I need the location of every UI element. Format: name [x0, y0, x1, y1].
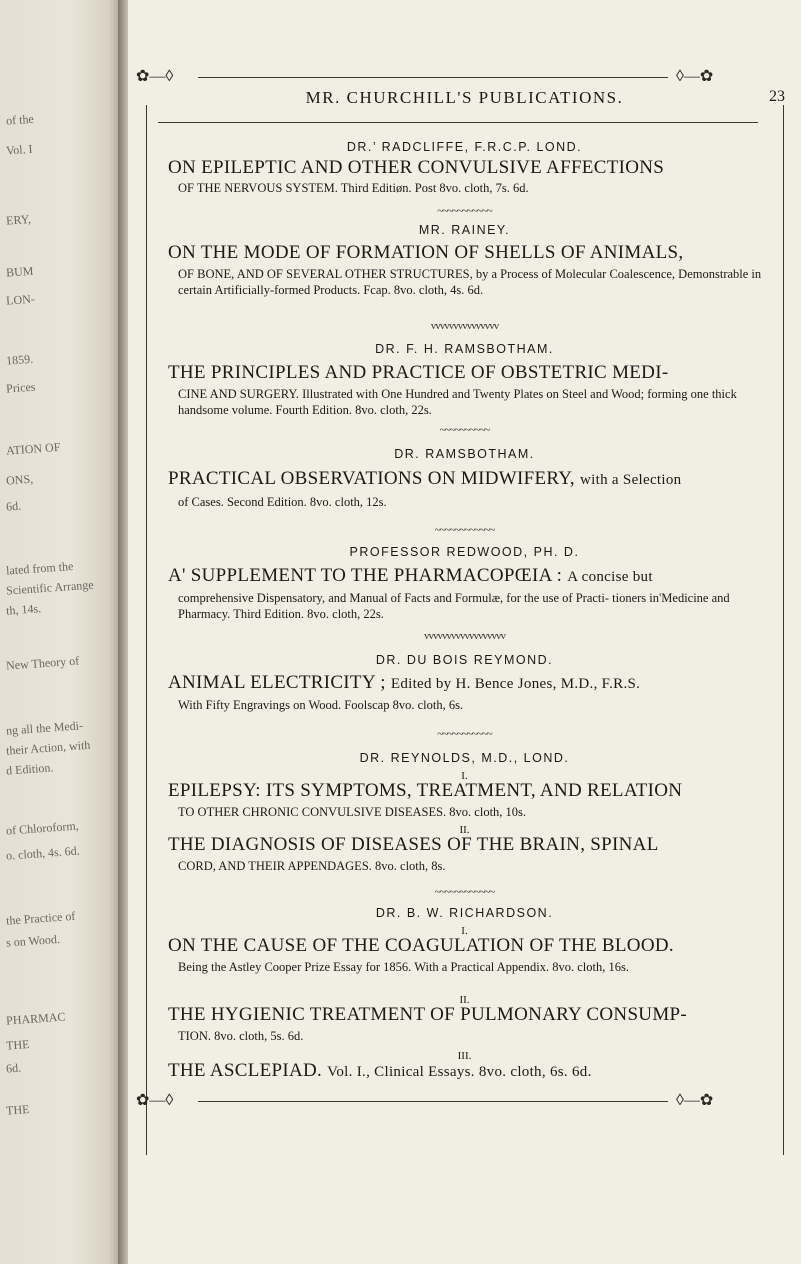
entry-description: CINE AND SURGERY. Illustrated with One Hundred and Twenty Plates on Steel and Wood; forming one thick handsome volume. Fourth Edition. 8vo. cloth, 22s. — [178, 387, 737, 417]
entry-title-main: THE ASCLEPIAD. — [168, 1060, 323, 1081]
bleed-line: th, 14s. — [5, 601, 42, 618]
bleed-line: s on Wood. — [5, 931, 61, 950]
author-heading: DR. DU BOIS REYMOND. — [375, 653, 554, 667]
bleed-line: THE — [5, 1037, 30, 1053]
entry-title: EPILEPSY: ITS SYMPTOMS, TREATMENT, AND RELATION — [168, 780, 683, 801]
entry-description: Being the Astley Cooper Prize Essay for 1856. With a Practical Appendix. 8vo. cloth, 16s. — [178, 960, 629, 974]
top-border-rule — [198, 77, 668, 78]
author-heading: DR. B. W. RICHARDSON. — [375, 906, 554, 920]
book-gutter — [118, 0, 128, 1264]
bleed-line: BUM — [5, 263, 34, 280]
catalogue-page — [128, 0, 801, 1264]
entry-description: With Fifty Engravings on Wood. Foolscap 8vo. cloth, 6s. — [178, 698, 464, 712]
entry-description: OF THE NERVOUS SYSTEM. Third Editiøn. Post 8vo. cloth, 7s. 6d. — [178, 181, 529, 195]
entry-description: comprehensive Dispensatory, and Manual of Facts and Formulæ, for the use of Practi- tioners in'Medicine and Pharmacy. Third Edition. 8vo. cloth, 22s. — [178, 591, 730, 621]
author-heading: MR. RAINEY. — [418, 223, 511, 237]
entry-title: ON THE MODE OF FORMATION OF SHELLS OF ANIMALS, — [168, 242, 684, 263]
bleed-line: of Chloroform, — [5, 818, 80, 838]
entry-description: TO OTHER CHRONIC CONVULSIVE DISEASES. 8vo. cloth, 10s. — [178, 805, 527, 819]
bottom-border-rule — [198, 1101, 668, 1102]
bleed-line: Prices — [5, 379, 36, 396]
entry-title: ON EPILEPTIC AND OTHER CONVULSIVE AFFECTIONS — [168, 157, 665, 178]
bleed-line: 1859. — [5, 351, 34, 368]
entry-title-main: A' SUPPLEMENT TO THE PHARMACOPŒIA : — [168, 565, 563, 586]
entry-description: OF BONE, AND OF SEVERAL OTHER STRUCTURES, by a Process of Molecular Coalescence, Demonstrable in certain Artificially-formed Products. Fcap. 8vo. cloth, 4s. 6d. — [178, 267, 762, 297]
volume-numeral: II. — [459, 994, 470, 1006]
entry-title — [168, 565, 788, 587]
entry-description: CORD, AND THEIR APPENDAGES. 8vo. cloth, 8s. — [178, 859, 446, 873]
volume-numeral: I. — [461, 925, 468, 937]
entry-title — [168, 468, 788, 490]
page-number: 23 — [769, 88, 785, 105]
bleed-line: d Edition. — [5, 760, 54, 778]
adjacent-page-bleed — [0, 0, 118, 1264]
entry-title-main: ANIMAL ELECTRICITY ; — [168, 672, 386, 693]
bleed-line: PHARMAC — [5, 1009, 66, 1028]
bleed-line: o. cloth, 4s. 6d. — [5, 843, 81, 863]
author-heading: DR.’ RADCLIFFE, F.R.C.P. LOND. — [346, 140, 583, 154]
flourish-ornament-icon: ◊—✿ — [676, 1092, 714, 1109]
separator-flourish: vvvvvvvvvvvvvvvvvv — [424, 630, 505, 642]
separator-flourish: ~~~~~~~~~~~ — [437, 205, 492, 217]
flourish-ornament-icon: ✿—◊ — [136, 1092, 174, 1109]
volume-numeral: III. — [457, 1050, 472, 1062]
bleed-line: LON- — [5, 291, 36, 308]
entry-description: TION. 8vo. cloth, 5s. 6d. — [178, 1029, 304, 1043]
entry-title: THE PRINCIPLES AND PRACTICE OF OBSTETRIC MEDI- — [168, 362, 669, 383]
separator-flourish: ~~~~~~~~~~~ — [437, 728, 492, 740]
bleed-line: ng all the Medi- — [5, 718, 84, 738]
entry-title: ON THE CAUSE OF THE COAGULATION OF THE BLOOD. — [168, 935, 674, 956]
volume-numeral: II. — [459, 824, 470, 836]
bleed-line: 6d. — [5, 498, 22, 514]
author-heading: DR. F. H. RAMSBOTHAM. — [375, 342, 554, 356]
bleed-line: THE — [5, 1102, 30, 1118]
separator-flourish: ~~~~~~~~~~~~ — [434, 524, 495, 536]
entry-title-suffix: Edited by H. Bence Jones, M.D., F.R.S. — [390, 676, 641, 692]
bleed-line: the Practice of — [5, 908, 76, 928]
entry-title: THE HYGIENIC TREATMENT OF PULMONARY CONSUMP- — [168, 1004, 688, 1025]
bleed-line: ONS, — [5, 471, 34, 488]
author-heading: DR. REYNOLDS, M.D., LOND. — [359, 751, 570, 765]
entry-description: of Cases. Second Edition. 8vo. cloth, 12s. — [178, 495, 387, 509]
entry-title-suffix: A concise but — [567, 569, 653, 585]
entry-title-suffix: with a Selection — [580, 472, 682, 488]
entry-title-main: PRACTICAL OBSERVATIONS ON MIDWIFERY, — [168, 468, 575, 489]
author-heading: DR. RAMSBOTHAM. — [394, 447, 535, 461]
bleed-line: 6d. — [5, 1060, 22, 1076]
bleed-line: Vol. I — [5, 141, 34, 158]
bleed-line: their Action, with — [5, 737, 91, 758]
author-heading: PROFESSOR REDWOOD, PH. D. — [349, 545, 580, 559]
separator-flourish: ~~~~~~~~~~~~ — [434, 886, 495, 898]
entry-title-suffix: Vol. I., Clinical Essays. 8vo. cloth, 6s. 6d. — [327, 1064, 592, 1080]
entry-title: THE DIAGNOSIS OF DISEASES OF THE BRAIN, SPINAL — [168, 834, 659, 855]
bleed-line: ATION OF — [5, 439, 61, 458]
bleed-line: lated from the — [5, 558, 74, 578]
separator-flourish: ~~~~~~~~~~ — [439, 424, 490, 436]
flourish-ornament-icon: ✿—◊ — [136, 68, 174, 85]
volume-numeral: I. — [461, 770, 468, 782]
flourish-ornament-icon: ◊—✿ — [676, 68, 714, 85]
running-header: MR. CHURCHILL'S PUBLICATIONS. — [305, 88, 624, 107]
entry-title — [168, 1060, 788, 1082]
bleed-line: of the — [5, 111, 35, 128]
bleed-line: ERY, — [5, 211, 32, 228]
separator-flourish: vvvvvvvvvvvvvvv — [430, 320, 499, 332]
header-rule — [158, 122, 758, 123]
entry-title — [168, 672, 788, 694]
bleed-line: Scientific Arrange — [5, 577, 95, 598]
bleed-line: New Theory of — [5, 653, 80, 673]
